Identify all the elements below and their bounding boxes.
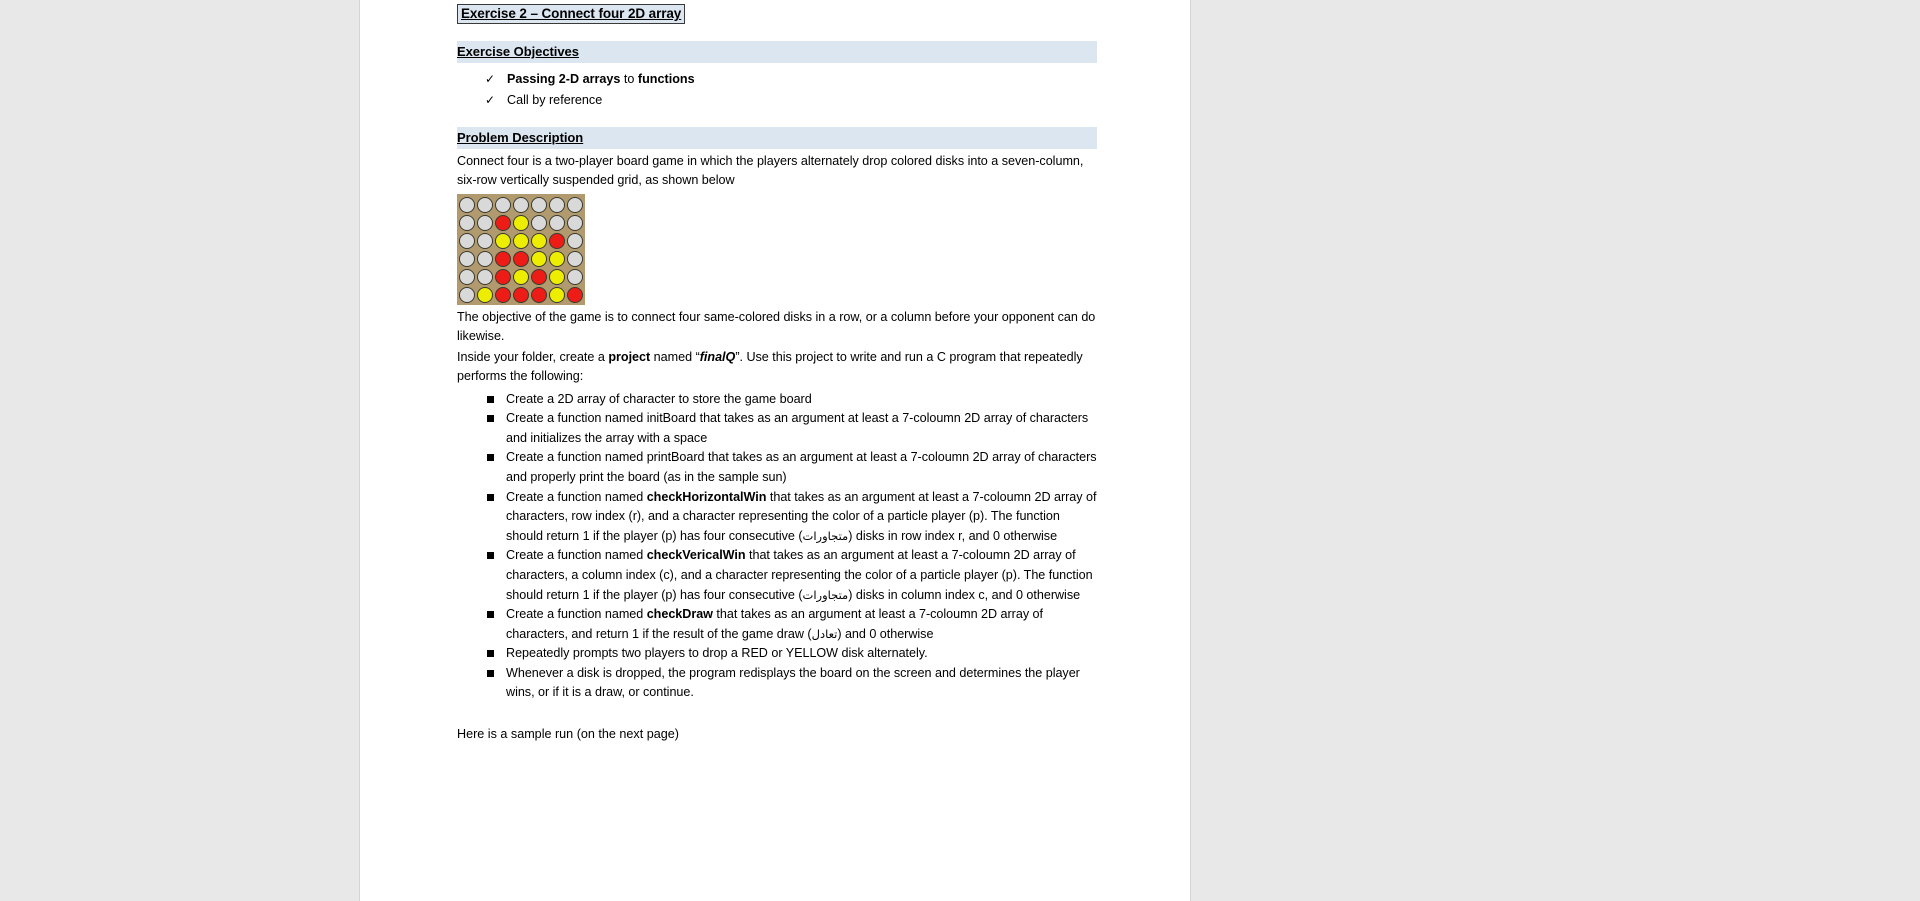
sample-run-note: Here is a sample run (on the next page): [457, 727, 679, 742]
board-cell-empty: [531, 197, 547, 213]
task-text-lead: Create a function named: [506, 489, 647, 504]
board-cell-yellow: [531, 251, 547, 267]
connect-four-figure: [457, 194, 1097, 305]
list-item: [457, 644, 1097, 664]
board-cell-empty: [495, 197, 511, 213]
board-cell-yellow: [495, 233, 511, 249]
board-cell-yellow: [549, 269, 565, 285]
square-bullet-icon: [487, 670, 494, 677]
project-name: finalQ: [699, 350, 736, 365]
project-keyword: project: [608, 350, 651, 365]
board-cell-empty: [477, 251, 493, 267]
task-text: Create a 2D array of character to store the game board: [506, 391, 812, 406]
task-text-tail: ) disks in row index r, and 0 otherwise: [848, 528, 1058, 543]
project-text-part1: Inside your folder, create a: [457, 350, 609, 365]
board-cell-yellow: [531, 233, 547, 249]
check-icon: ✓: [485, 72, 496, 86]
task-text-body: that takes as an argument at least a 7-coloumn 2D array of characters, a column index (c), and a character representing the color of a particle player (p). The function should return 1 if the player (p) has four consecutive (: [506, 548, 1093, 602]
board-cell-red: [495, 269, 511, 285]
board-cell-empty: [459, 287, 475, 303]
square-bullet-icon: [487, 494, 494, 501]
section-header-problem: [457, 127, 1097, 149]
objective-bold-tail: functions: [637, 72, 695, 86]
task-text-arabic: تعادل: [811, 626, 838, 641]
task-text-tail: ) and 0 otherwise: [837, 626, 934, 641]
board-cell-yellow: [549, 251, 565, 267]
task-text-lead: Create a function named: [506, 607, 647, 622]
task-text-body: that takes as an argument at least a 7-coloumn 2D array of characters, row index (r), and a character representing the color of a particle player (p). The function should return 1 if the player (p) has four consecutive (: [506, 489, 1097, 543]
board-cell-empty: [477, 215, 493, 231]
board-cell-red: [495, 287, 511, 303]
board-cell-empty: [459, 215, 475, 231]
task-text: Create a function named printBoard that takes as an argument at least a 7-coloumn 2D array of characters and properly print the board (as in the sample sun): [506, 450, 1097, 484]
objective-middle: to: [620, 72, 638, 86]
list-item: [457, 664, 1097, 703]
board-row: [458, 268, 584, 286]
board-row: [458, 196, 584, 214]
task-text: Whenever a disk is dropped, the program redisplays the board on the screen and determines the player wins, or if it is a draw, or continue.: [506, 665, 1080, 700]
objectives-list: [457, 69, 1097, 110]
board-row: [458, 214, 584, 232]
board-cell-yellow: [513, 269, 529, 285]
task-function-name: checkHorizontalWin: [646, 489, 767, 504]
square-bullet-icon: [487, 650, 494, 657]
square-bullet-icon: [487, 396, 494, 403]
board-cell-empty: [459, 251, 475, 267]
square-bullet-icon: [487, 454, 494, 461]
list-item: [457, 69, 1097, 89]
board-cell-empty: [567, 269, 583, 285]
board-cell-red: [531, 287, 547, 303]
board-cell-empty: [477, 269, 493, 285]
list-item: [457, 448, 1097, 487]
board-cell-empty: [567, 197, 583, 213]
board-cell-empty: [549, 197, 565, 213]
square-bullet-icon: [487, 552, 494, 559]
task-text-tail: ) disks in column index c, and 0 otherwise: [848, 587, 1081, 602]
task-function-name: checkVericalWin: [646, 548, 746, 563]
section-title-objectives: Exercise Objectives: [457, 44, 579, 59]
board-cell-empty: [459, 197, 475, 213]
board-cell-empty: [513, 197, 529, 213]
board-cell-red: [495, 215, 511, 231]
board-cell-red: [513, 251, 529, 267]
list-item: [457, 546, 1097, 605]
connect-four-board: [457, 194, 585, 305]
page-content: [457, 0, 1097, 743]
objective-description-text: The objective of the game is to connect four same-colored disks in a row, or a column before your opponent can do likewise.: [457, 310, 1096, 343]
task-text-arabic: متجاورات: [802, 587, 849, 602]
task-function-name: checkDraw: [646, 607, 713, 622]
project-instruction-text: [457, 348, 1097, 385]
check-icon: ✓: [485, 93, 496, 107]
list-item: [457, 409, 1097, 448]
document-page: [359, 0, 1191, 901]
board-cell-empty: [477, 197, 493, 213]
board-row: [458, 250, 584, 268]
objective-bold-lead: Passing 2-D arrays: [507, 72, 621, 86]
board-cell-empty: [567, 251, 583, 267]
task-text: Create a function named initBoard that takes as an argument at least a 7-coloumn 2D array of characters and initializes the array with a space: [506, 411, 1089, 445]
list-item: [457, 90, 1097, 110]
board-cell-yellow: [477, 287, 493, 303]
problem-intro-text: Connect four is a two-player board game in which the players alternately drop colored disks into a seven-column, six-row vertically suspended grid, as shown below: [457, 154, 1084, 187]
page-title: Exercise 2 – Connect four 2D array: [457, 4, 685, 24]
board-cell-empty: [567, 215, 583, 231]
board-cell-red: [549, 233, 565, 249]
list-item: [457, 605, 1097, 644]
board-cell-yellow: [513, 233, 529, 249]
list-item: [457, 390, 1097, 410]
board-row: [458, 232, 584, 250]
board-cell-empty: [531, 215, 547, 231]
task-text-lead: Create a function named: [506, 548, 647, 563]
board-cell-red: [495, 251, 511, 267]
board-cell-empty: [459, 269, 475, 285]
board-cell-red: [513, 287, 529, 303]
board-cell-yellow: [513, 215, 529, 231]
board-cell-empty: [567, 233, 583, 249]
task-text-body: that takes as an argument at least a 7-coloumn 2D array of characters, and return 1 if the result of the game draw (: [506, 607, 1043, 641]
task-list: [457, 390, 1097, 704]
section-header-objectives: [457, 41, 1097, 63]
board-cell-empty: [459, 233, 475, 249]
board-cell-yellow: [549, 287, 565, 303]
board-cell-empty: [477, 233, 493, 249]
objective-plain: Call by reference: [507, 93, 603, 107]
project-text-part3: ”. Use this project to write and run a C program that repeatedly performs the following:: [457, 350, 1083, 383]
project-text-part2: named “: [650, 350, 700, 365]
square-bullet-icon: [487, 415, 494, 422]
task-text: Repeatedly prompts two players to drop a RED or YELLOW disk alternately.: [506, 646, 928, 661]
board-cell-empty: [549, 215, 565, 231]
board-cell-red: [531, 269, 547, 285]
board-cell-red: [567, 287, 583, 303]
square-bullet-icon: [487, 611, 494, 618]
board-row: [458, 286, 584, 304]
task-text-arabic: متجاورات: [802, 528, 849, 543]
list-item: [457, 488, 1097, 547]
section-title-problem: Problem Description: [457, 130, 584, 145]
